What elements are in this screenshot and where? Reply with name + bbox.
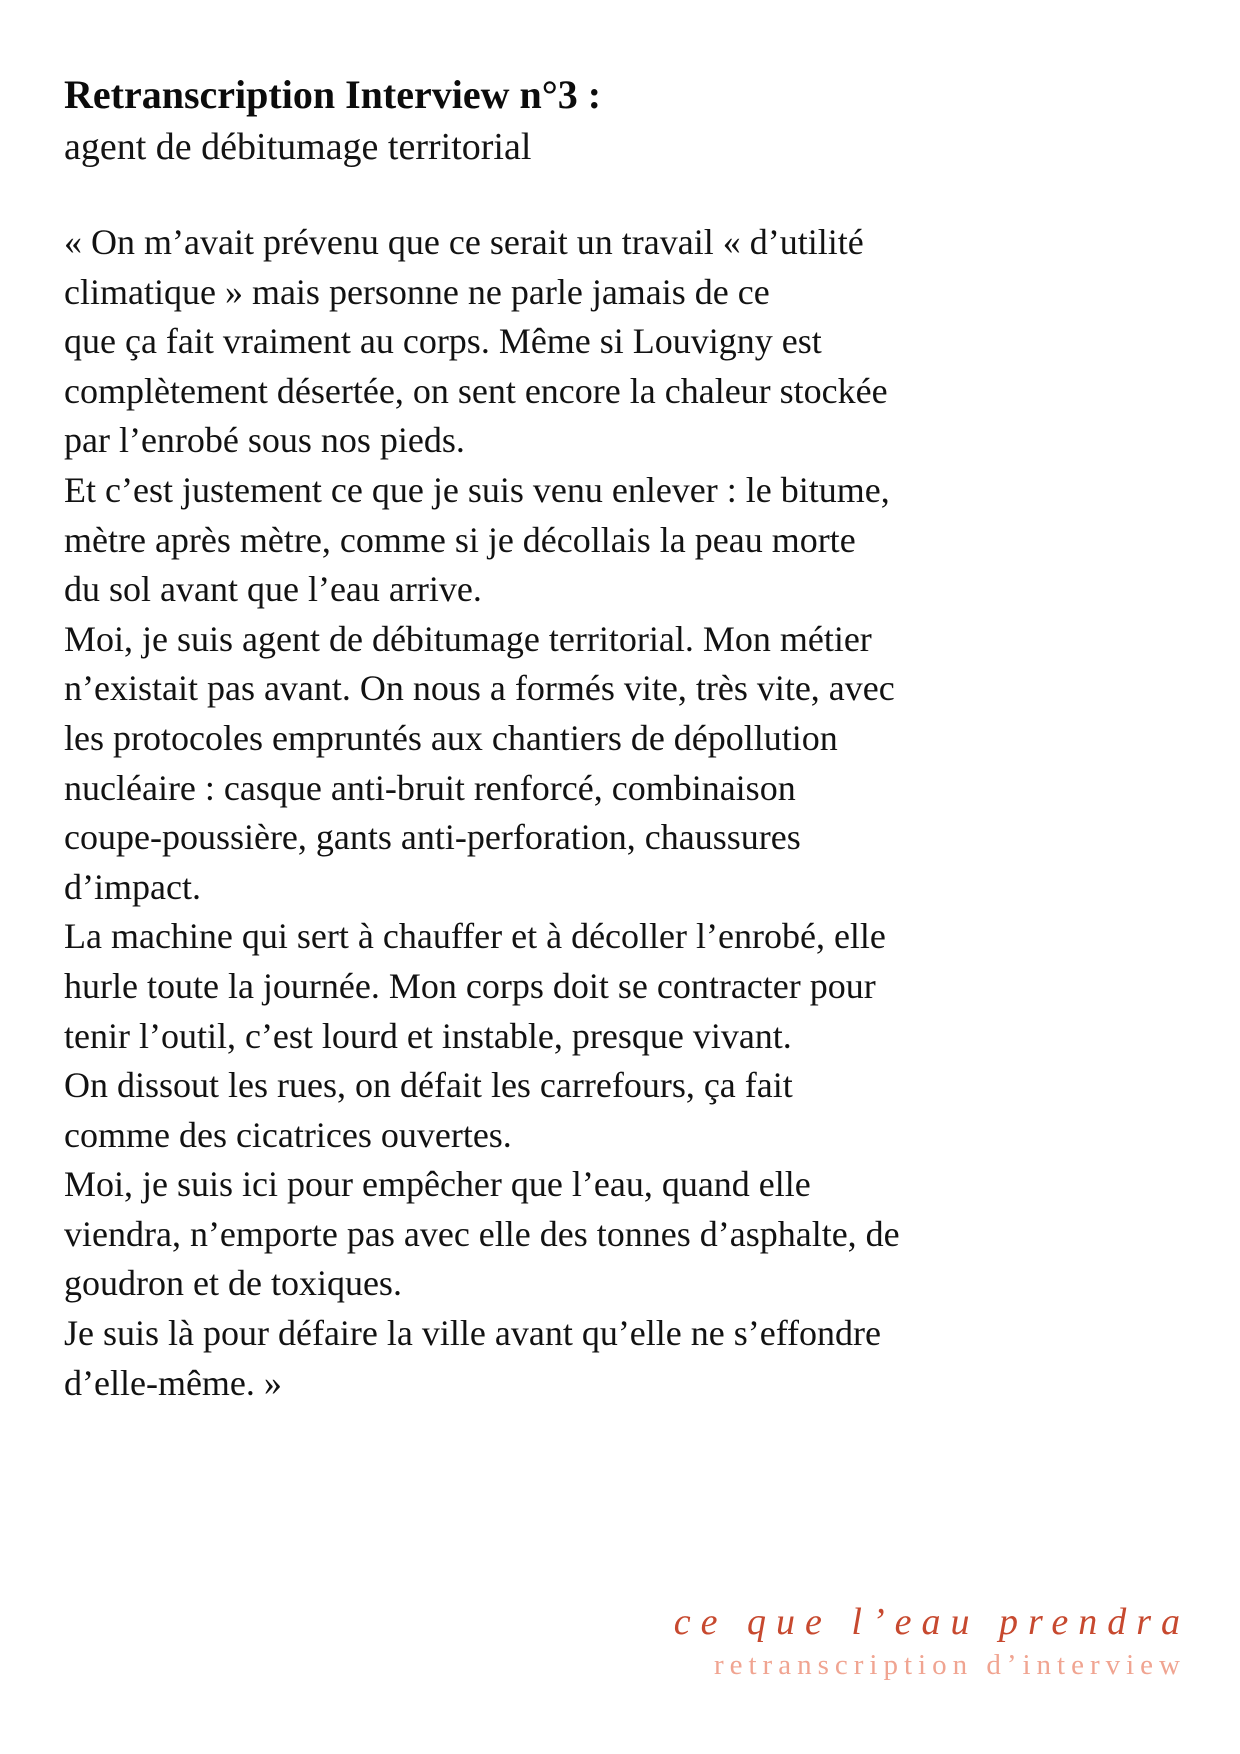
body-text-line: « On m’avait prévenu que ce serait un travail « d’utilité	[64, 222, 864, 262]
body-text-line: d’impact.	[64, 866, 201, 907]
body-text-line: climatique » mais personne ne parle jamais de ce	[64, 271, 770, 312]
body-text-line: n’existait pas avant. On nous a formés vite, très vite, avec	[64, 668, 895, 709]
body-text-line: Moi, je suis ici pour empêcher que l’eau, quand elle	[64, 1164, 811, 1205]
document-type-label: retranscription d’interview	[713, 1649, 1186, 1681]
document-subtitle: agent de débitumage territorial	[64, 126, 532, 168]
body-text-line: Je suis là pour défaire la ville avant qu’elle ne s’effondre	[64, 1313, 882, 1354]
body-text-line: tenir l’outil, c’est lourd et instable, presque vivant.	[64, 1015, 792, 1056]
document-title: Retranscription Interview n°3 :	[64, 72, 602, 117]
document-footer	[673, 1598, 1190, 1684]
body-text-line: les protocoles empruntés aux chantiers de dépollution	[64, 717, 838, 758]
body-text-line: que ça fait vraiment au corps. Même si Louvigny est	[64, 321, 822, 362]
body-text-line: viendra, n’emporte pas avec elle des tonnes d’asphalte, de	[64, 1213, 900, 1254]
body-text-line: On dissout les rues, on défait les carrefours, ça fait	[64, 1065, 793, 1106]
body-text-line: du sol avant que l’eau arrive.	[64, 569, 482, 610]
body-text-line: coupe-poussière, gants anti-perforation, chaussures	[64, 817, 801, 858]
body-text-line: par l’enrobé sous nos pieds.	[64, 420, 465, 461]
body-text-line: comme des cicatrices ouvertes.	[64, 1114, 512, 1155]
project-title: ce que l’eau prendra	[673, 1601, 1190, 1643]
body-text-line: goudron et de toxiques.	[64, 1263, 402, 1304]
body-text-line: complètement désertée, on sent encore la chaleur stockée	[64, 370, 888, 411]
body-text-line: hurle toute la journée. Mon corps doit se contracter pour	[64, 965, 876, 1006]
body-text-line: d’elle-même. »	[64, 1362, 282, 1403]
body-text-line: Et c’est justement ce que je suis venu enlever : le bitume,	[64, 469, 890, 510]
body-text-line: mètre après mètre, comme si je décollais la peau morte	[64, 519, 856, 560]
body-text-line: Moi, je suis agent de débitumage territorial. Mon métier	[64, 618, 872, 659]
document-header	[64, 68, 601, 172]
body-text-line: nucléaire : casque anti-bruit renforcé, combinaison	[64, 767, 796, 808]
body-text-line: La machine qui sert à chauffer et à décoller l’enrobé, elle	[64, 916, 886, 957]
interview-body-text	[64, 218, 1194, 1408]
